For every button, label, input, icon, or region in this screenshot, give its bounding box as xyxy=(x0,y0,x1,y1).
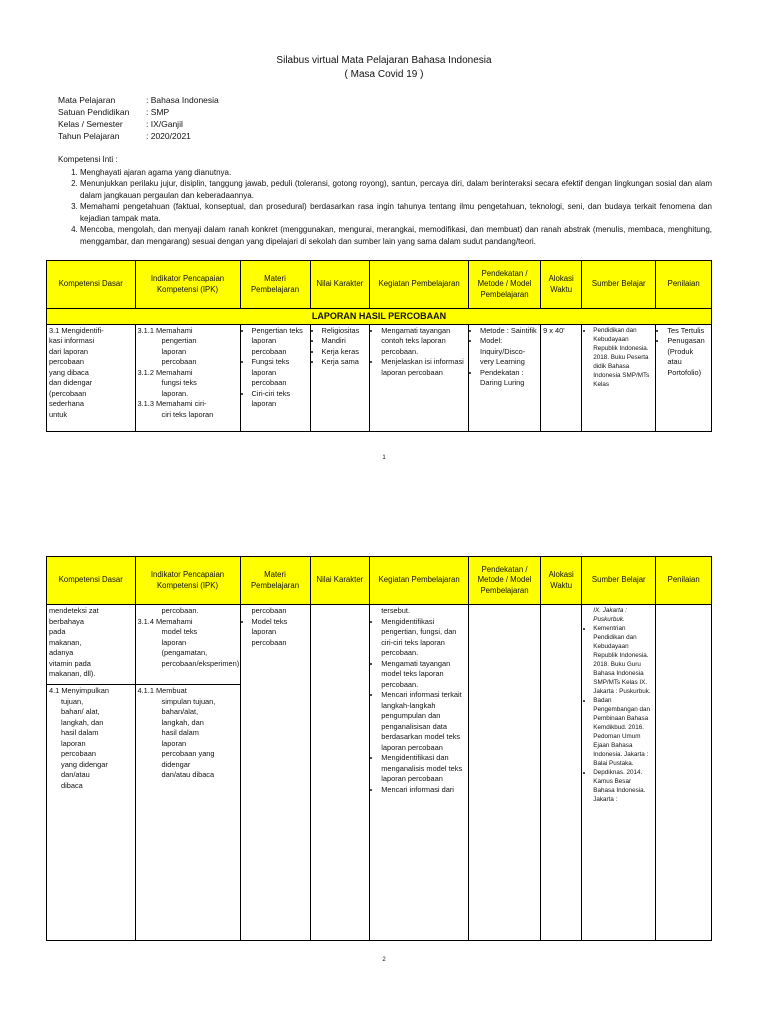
nilai-item: • Kerja keras xyxy=(322,347,368,358)
sumber-item: • Depdiknas. 2014. Kamus Besar Bahasa Indonesia. Jakarta : xyxy=(593,768,653,804)
materi-item: • Pengertian teks laporan percobaan xyxy=(252,326,308,358)
kegiatan-item: • Mencari informasi terkait langkah-langkah pengumpulan dan penganalisisan data berdasarkan model teks laporan percobaan xyxy=(381,690,466,753)
ki-heading: Kompetensi Inti : xyxy=(58,155,118,164)
ipk-cell: 3.1.1 Memahami pengertian laporan percobaan 3.1.2 Memahami fungsi teks laporan. 3.1.3 Memahami ciri- ciri teks laporan xyxy=(135,324,240,431)
alokasi-cell xyxy=(541,605,582,941)
nilai-item: • Religiositas xyxy=(322,326,368,337)
metode-cell xyxy=(469,605,541,941)
ki-item: 3. Memahami pengetahuan (faktual, konseptual, dan prosedural) berdasarkan rasa ingin tahunya tentang ilmu pengetahuan, teknologi, seni, dan budaya terkait fenomena dan kejadian tampak mata. xyxy=(80,201,712,224)
penilaian-cell xyxy=(656,605,712,941)
syllabus-table-page-2 xyxy=(46,556,712,941)
nilai-cell xyxy=(310,324,370,431)
section-title: LAPORAN HASIL PERCOBAAN xyxy=(47,309,712,325)
header-pendekatan: Pendekatan / Metode / Model Pembelajaran xyxy=(469,261,541,309)
materi-item: • Fungsi teks laporan percobaan xyxy=(252,357,308,389)
kegiatan-item: • Menjelaskan isi informasi laporan percobaan xyxy=(381,357,466,378)
nilai-cell xyxy=(310,605,370,941)
metode-item: • Pendekatan : Daring Luring xyxy=(480,368,538,389)
materi-cell xyxy=(240,324,310,431)
ipk-cell: 4.1.1 Membuat simpulan tujuan, bahan/alat, langkah, dan hasil dalam laporan percobaan yang didengar dan/atau dibaca xyxy=(135,685,240,941)
sumber-item: • Pendidikan dan Kebudayaan Republik Indonesia. 2018. Buku Peserta didik Bahasa Indonesia SMP/MTs Kelas xyxy=(593,326,653,389)
meta-info xyxy=(58,94,219,142)
kegiatan-item: • Mencari informasi dari xyxy=(381,785,466,796)
nilai-item: • Mandiri xyxy=(322,336,368,347)
alokasi-cell: 9 x 40' xyxy=(541,324,582,431)
ki-item: 4. Mencoba, mengolah, dan menyaji dalam ranah konkret (menggunakan, mengurai, merangkai, memodifikasi, dan membuat) dan ranah abstrak (menulis, membaca, menghitung, menggambar, dan mengarang) sesuai dengan yang dipelajari di sekolah dan sumber lain yang sama dalam sudut pandang/teori. xyxy=(80,224,712,247)
kegiatan-item: • Mengamati tayangan model teks laporan percobaan. xyxy=(381,659,466,691)
document-title: Silabus virtual Mata Pelajaran Bahasa Indonesia xyxy=(276,55,492,66)
nilai-item: • Kerja sama xyxy=(322,357,368,368)
header-sumber: Sumber Belajar xyxy=(582,557,656,605)
metode-item: • Metode : Saintifik xyxy=(480,326,538,337)
kegiatan-item: • Mengamati tayangan contoh teks laporan percobaan. xyxy=(381,326,466,358)
ipk-cell: percobaan. 3.1.4 Memahami model teks laporan (pengamatan, percobaan/eksperimen) xyxy=(135,605,240,685)
meta-row: Mata Pelajaran : Bahasa Indonesia xyxy=(58,95,219,105)
header-kegiatan: Kegiatan Pembelajaran xyxy=(370,261,469,309)
meta-row: Tahun Pelajaran : 2020/2021 xyxy=(58,131,191,141)
ki-item: 2. Menunjukkan perilaku jujur, disiplin, tanggung jawab, peduli (toleransi, gotong royong), santun, percaya diri, dalam berinteraksi secara efektif dengan lingkungan sosial dan alam dalam jangkauan pergaulan dan keberadaannya. xyxy=(80,178,712,201)
header-materi: Materi Pembelajaran xyxy=(240,261,310,309)
header-ipk: Indikator Pencapaian Kompetensi (IPK) xyxy=(135,557,240,605)
materi-item: • Ciri-ciri teks laporan xyxy=(252,389,308,410)
kegiatan-item: • Mengidentifikasi dan menganalisis model teks laporan percobaan xyxy=(381,753,466,785)
ki-item: 1. Menghayati ajaran agama yang dianutnya. xyxy=(80,167,712,179)
kompetensi-inti xyxy=(58,154,712,247)
header-kompetensi-dasar: Kompetensi Dasar xyxy=(47,261,136,309)
metode-item: • Model: Inquiry/Disco-very Learning xyxy=(480,336,538,368)
meta-row: Kelas / Semester : IX/Ganjil xyxy=(58,119,183,129)
header-alokasi: Alokasi Waktu xyxy=(541,557,582,605)
kd-cell: 3.1 Mengidentifi- kasi informasi dari laporan percobaan yang dibaca dan didengar (percobaan sederhana untuk xyxy=(47,324,136,431)
page-number: 1 xyxy=(382,455,386,461)
kd-cell: 4.1 Menyimpulkan tujuan, bahan/ alat, langkah, dan hasil dalam laporan percobaan yang didengar dan/atau dibaca xyxy=(47,685,136,941)
kegiatan-cell: tersebut. • Mengidentifikasi pengertian, fungsi, dan ciri-ciri teks laporan percobaan. • Mengamati tayangan model teks laporan percobaan. • Mencari informasi terkait langkah-langkah pengumpulan dan penganalisisan data berdasarkan model teks laporan percobaan • Mengidentifikasi dan menganalisis model teks laporan percobaan • Mencari informasi dari xyxy=(370,605,469,941)
header-alokasi: Alokasi Waktu xyxy=(541,261,582,309)
header-materi: Materi Pembelajaran xyxy=(240,557,310,605)
header-penilaian: Penilaian xyxy=(656,557,712,605)
penilaian-item: • Penugasan (Produk atau Portofolio) xyxy=(667,336,709,378)
sumber-cell xyxy=(582,324,656,431)
header-nilai-karakter: Nilai Karakter xyxy=(310,261,370,309)
header-penilaian: Penilaian xyxy=(656,261,712,309)
metode-cell xyxy=(469,324,541,431)
header-nilai-karakter: Nilai Karakter xyxy=(310,557,370,605)
sumber-item: • Badan Pengembangan dan Pembinaan Bahasa Kemdikbud. 2016. Pedoman Umum Ejaan Bahasa Indonesia. Jakarta : Balai Pustaka. xyxy=(593,696,653,768)
sumber-item: • Kementrian Pendidikan dan Kebudayaan Republik Indonesia. 2018. Buku Guru Bahasa Indonesia SMP/MTs Kelas IX. Jakarta : Puskurbuk. xyxy=(593,624,653,696)
document-subtitle: ( Masa Covid 19 ) xyxy=(344,69,424,80)
header-ipk: Indikator Pencapaian Kompetensi (IPK) xyxy=(135,261,240,309)
header-kompetensi-dasar: Kompetensi Dasar xyxy=(47,557,136,605)
kegiatan-cell xyxy=(370,324,469,431)
meta-row: Satuan Pendidikan : SMP xyxy=(58,107,170,117)
penilaian-cell xyxy=(656,324,712,431)
kd-cell: mendeteksi zat berbahaya pada makanan, adanya vitamin pada makanan, dll). xyxy=(47,605,136,685)
syllabus-table-page-1 xyxy=(46,260,712,432)
penilaian-item: • Tes Tertulis xyxy=(667,326,709,337)
header-sumber: Sumber Belajar xyxy=(582,261,656,309)
materi-cell: percobaan • Model teks laporan percobaan xyxy=(240,605,310,941)
sumber-cell: IX. Jakarta : Puskurbuk. • Kementrian Pendidikan dan Kebudayaan Republik Indonesia. 2018. Buku Guru Bahasa Indonesia SMP/MTs Kelas IX. Jakarta : Puskurbuk. • Badan Pengembangan dan Pembinaan Bahasa Kemdikbud. 2016. Pedoman Umum Ejaan Bahasa Indonesia. Jakarta : Balai Pustaka. • Depdiknas. 2014. Kamus Besar Bahasa Indonesia. Jakarta : xyxy=(582,605,656,941)
header-kegiatan: Kegiatan Pembelajaran xyxy=(370,557,469,605)
header-pendekatan: Pendekatan / Metode / Model Pembelajaran xyxy=(469,557,541,605)
page-number: 2 xyxy=(382,957,386,963)
materi-item: • Model teks laporan percobaan xyxy=(252,617,308,649)
kegiatan-item: • Mengidentifikasi pengertian, fungsi, dan ciri-ciri teks laporan percobaan. xyxy=(381,617,466,659)
